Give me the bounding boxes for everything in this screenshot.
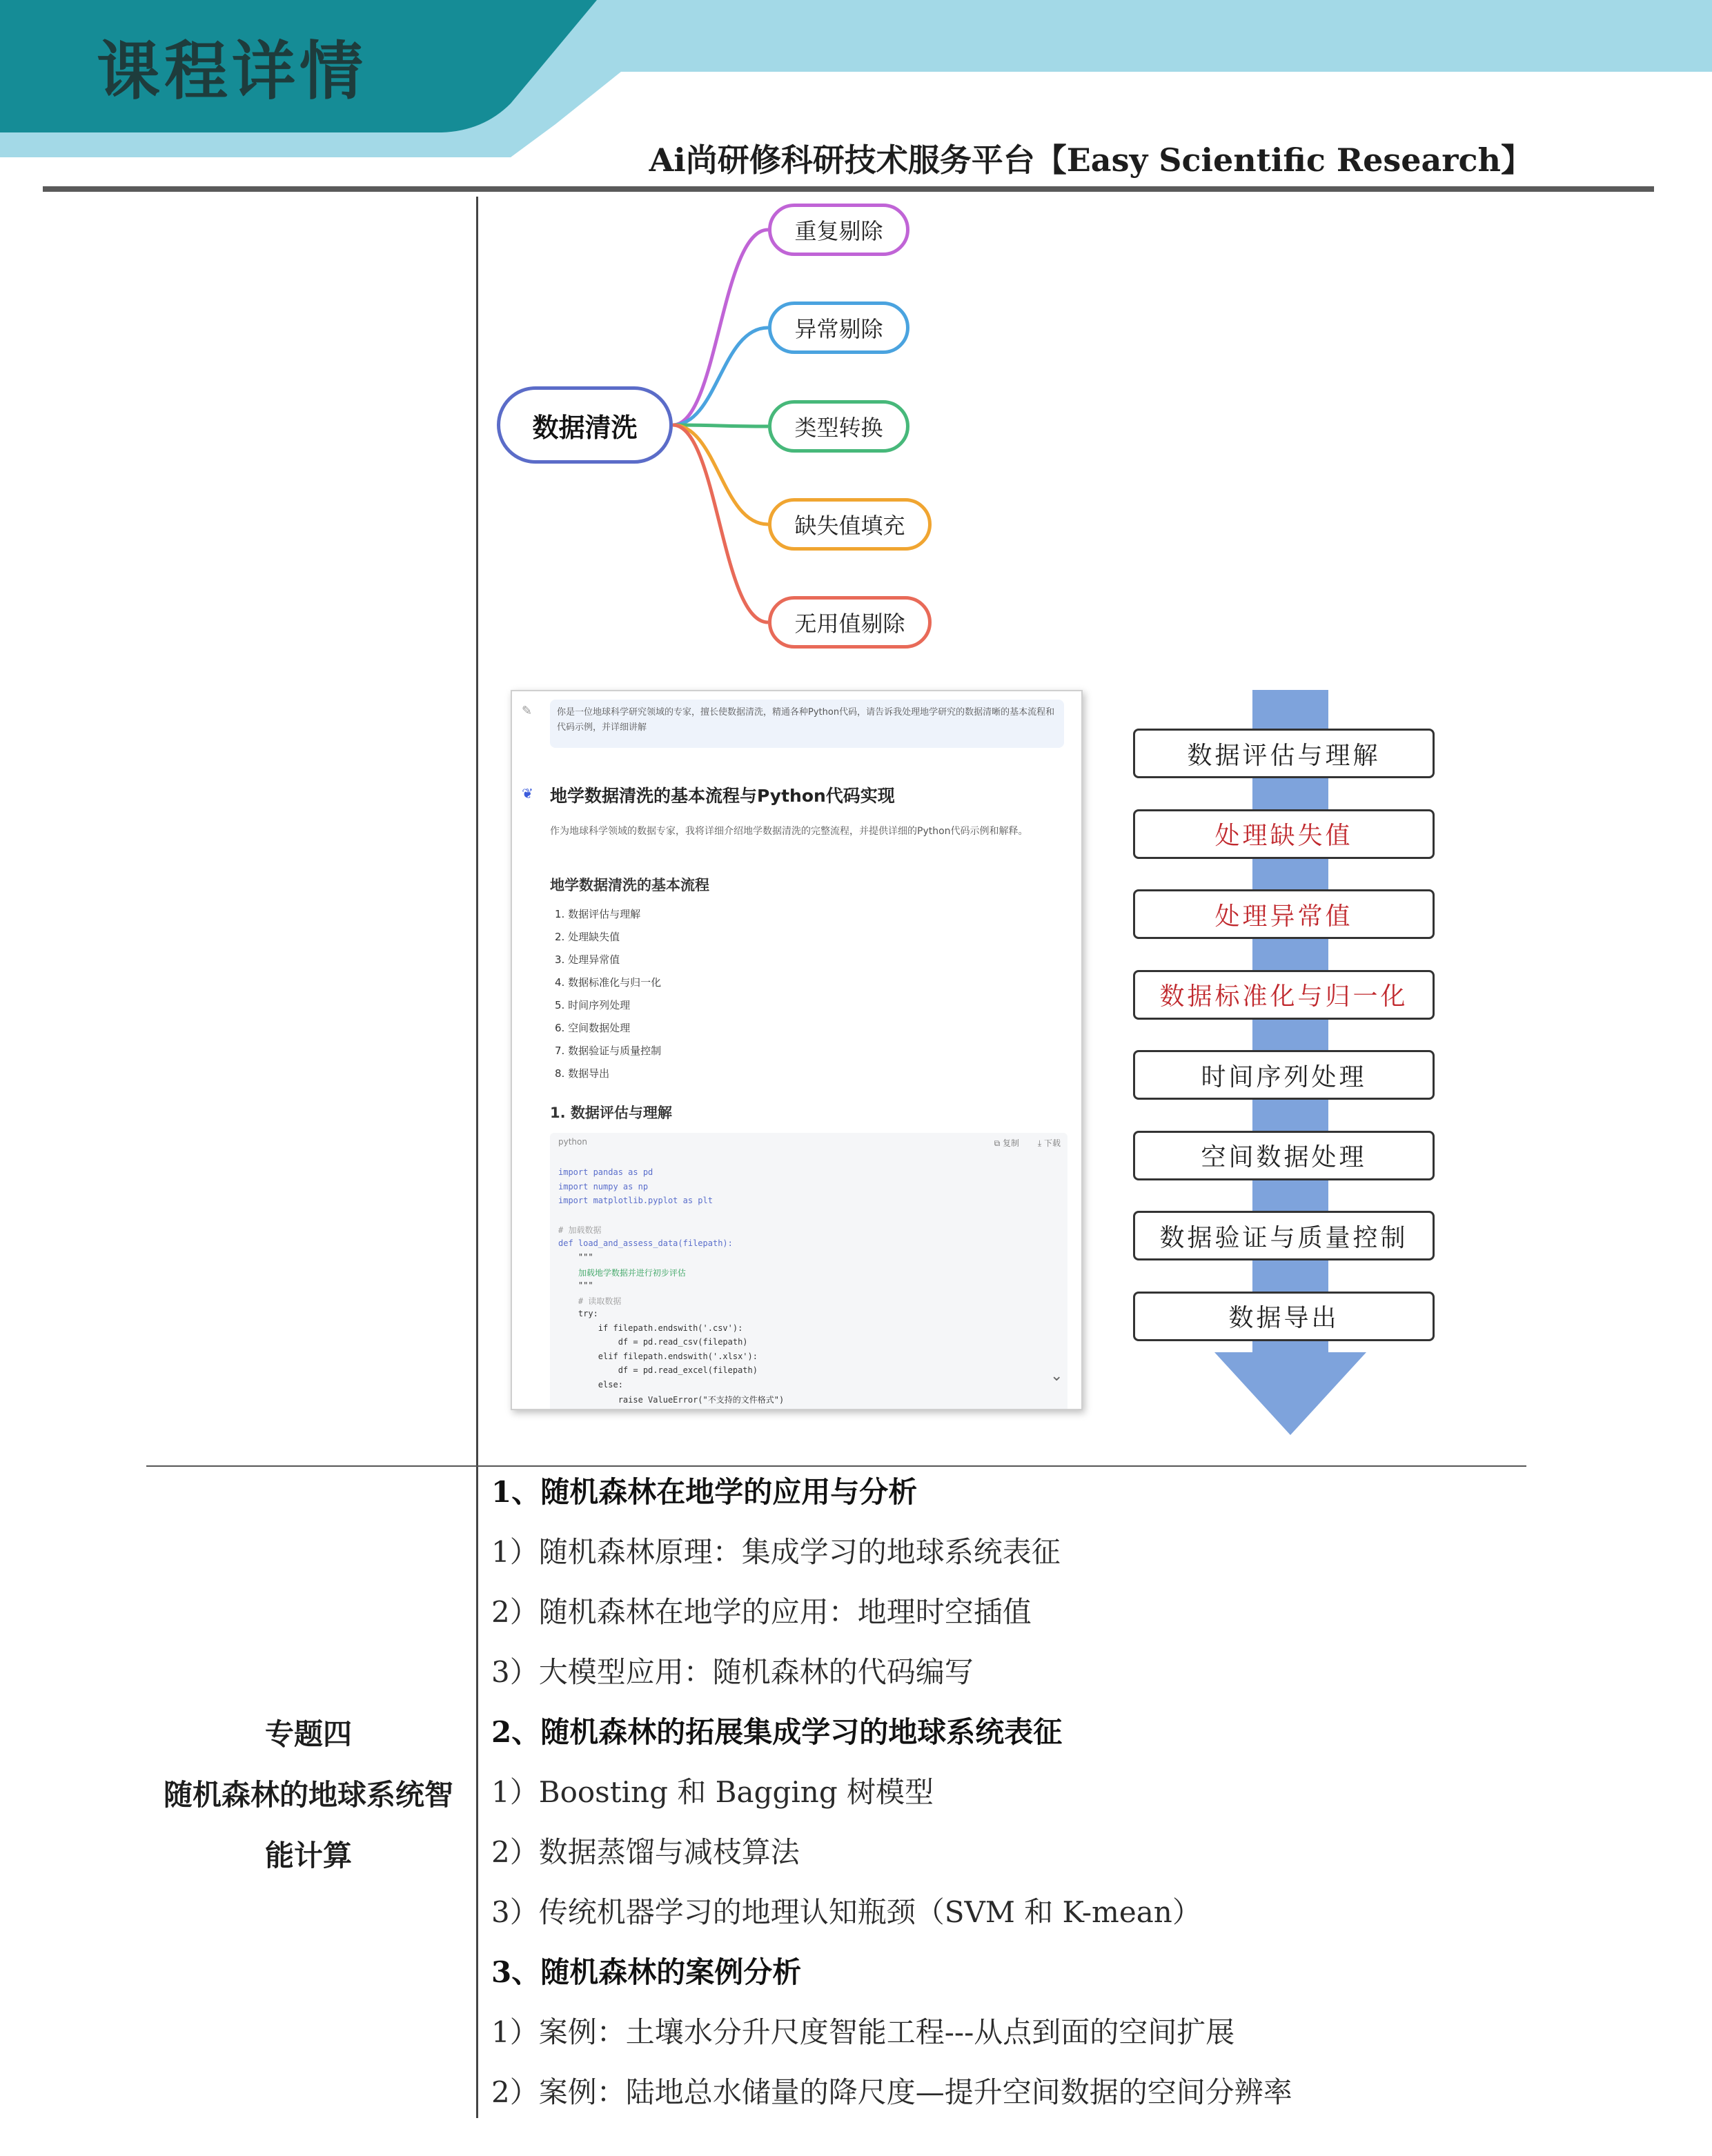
flow-step-box: 数据导出 — [1133, 1292, 1435, 1341]
outline-heading: 2、随机森林的拓展集成学习的地球系统表征 — [491, 1715, 1063, 1749]
mindmap-connector — [673, 230, 768, 425]
outline-item: 2）案例：陆地总水储量的降尺度—提升空间数据的空间分辨率 — [491, 2075, 1292, 2109]
code-line: raise ValueError("不支持的文件格式") — [558, 1395, 785, 1405]
assistant-logo-icon: ❦ — [522, 785, 533, 802]
platform-title: Ai尚研修科研技术服务平台【Easy Scientific Research】 — [649, 141, 1533, 179]
flow-step-box: 数据标准化与归一化 — [1133, 970, 1435, 1020]
outline-item: 1）Boosting 和 Bagging 树模型 — [491, 1775, 934, 1809]
code-line: 加载地学数据并进行初步评估 — [558, 1267, 686, 1278]
code-line: try: — [558, 1309, 598, 1318]
edit-icon: ✎ — [522, 704, 533, 718]
code-line: if filepath.endswith('.csv'): — [558, 1323, 743, 1333]
code-line: # 加载数据 — [558, 1225, 602, 1235]
code-line: """ — [558, 1252, 593, 1262]
outline-item: 3）大模型应用：随机森林的代码编写 — [491, 1655, 974, 1689]
row-divider — [146, 1465, 1526, 1467]
code-line: df = pd.read_csv(filepath) — [558, 1337, 748, 1347]
chat-step-item: 1. 数据评估与理解 — [555, 908, 641, 920]
mindmap-connector — [673, 425, 768, 524]
copy-button[interactable]: ⧉ 复制 — [994, 1138, 1019, 1148]
code-line: import pandas as pd — [558, 1167, 653, 1177]
code-line: import numpy as np — [558, 1181, 649, 1191]
outline-item: 2）数据蒸馏与减枝算法 — [491, 1835, 800, 1869]
flow-step-box: 处理缺失值 — [1133, 809, 1435, 859]
mindmap-branch: 重复剔除 — [768, 204, 909, 256]
outline-heading: 3、随机森林的案例分析 — [491, 1955, 802, 1989]
chat-step-item: 7. 数据验证与质量控制 — [555, 1045, 662, 1057]
chat-step-item: 4. 数据标准化与归一化 — [555, 976, 662, 989]
code-line: # 读取数据 — [558, 1296, 622, 1306]
chevron-down-icon[interactable]: ⌄ — [1050, 1367, 1063, 1385]
code-language-label: python — [558, 1137, 587, 1147]
mindmap-branch: 缺失值填充 — [768, 498, 932, 551]
mindmap-branch: 异常剔除 — [768, 301, 909, 354]
flow-step-box: 时间序列处理 — [1133, 1050, 1435, 1100]
chat-screenshot — [511, 690, 1083, 1410]
copy-label: 复制 — [1002, 1138, 1019, 1148]
topic-cell — [146, 1704, 471, 1886]
mindmap-connector — [673, 425, 768, 622]
outline-item: 1）随机森林原理：集成学习的地球系统表征 — [491, 1535, 1061, 1569]
code-line: def load_and_assess_data(filepath): — [558, 1238, 733, 1248]
mindmap-root: 数据清洗 — [497, 386, 673, 464]
download-label: 下载 — [1043, 1138, 1061, 1148]
flow-step-box: 处理异常值 — [1133, 889, 1435, 939]
chat-step-item: 2. 处理缺失值 — [555, 931, 620, 943]
chat-prompt: 你是一位地球科学研究领域的专家，擅长使数据清洗，精通各种Python代码，请告诉我处理地学研究的数据清晰的基本流程和代码示例，并详细讲解 — [550, 700, 1064, 748]
code-block — [550, 1133, 1067, 1410]
outline-heading: 1、随机森林在地学的应用与分析 — [491, 1475, 918, 1509]
chat-step-item: 6. 空间数据处理 — [555, 1022, 631, 1034]
flow-step-box: 空间数据处理 — [1133, 1131, 1435, 1180]
chat-intro: 作为地球科学领域的数据专家，我将详细介绍地学数据清洗的完整流程，并提供详细的Python代码示例和解释。 — [550, 826, 1028, 837]
mindmap-branch: 类型转换 — [768, 400, 909, 453]
mindmap-connector — [673, 425, 768, 426]
topic-line-3: 能计算 — [264, 1839, 352, 1872]
code-line: elif filepath.endswith('.xlsx'): — [558, 1351, 758, 1361]
flow-arrow-head — [1214, 1352, 1366, 1435]
code-line: import matplotlib.pyplot as plt — [558, 1196, 713, 1205]
chat-step-item: 5. 时间序列处理 — [555, 999, 631, 1011]
topic-line-2: 随机森林的地球系统智 — [163, 1778, 453, 1812]
outline-item: 1）案例：土壤水分升尺度智能工程---从点到面的空间扩展 — [491, 2015, 1235, 2049]
outline-item: 2）随机森林在地学的应用：地理时空插值 — [491, 1595, 1032, 1629]
flow-step-box: 数据验证与质量控制 — [1133, 1211, 1435, 1260]
chat-step-item: 3. 处理异常值 — [555, 953, 620, 966]
flow-step-box: 数据评估与理解 — [1133, 729, 1435, 778]
outline-item: 3）传统机器学习的地理认知瓶颈（SVM 和 K-mean） — [491, 1895, 1201, 1929]
mindmap-connector — [673, 328, 768, 425]
chat-heading: 地学数据清洗的基本流程与Python代码实现 — [550, 786, 895, 806]
mindmap-branch: 无用值剔除 — [768, 596, 932, 649]
chat-section-title: 1. 数据评估与理解 — [550, 1105, 672, 1121]
page-title: 课程详情 — [97, 34, 368, 108]
download-button[interactable]: ⤓ 下载 — [1037, 1138, 1061, 1148]
code-line: df = pd.read_excel(filepath) — [558, 1365, 758, 1375]
chat-step-item: 8. 数据导出 — [555, 1067, 610, 1080]
code-line: else: — [558, 1379, 623, 1389]
topic-line-1: 专题四 — [264, 1717, 352, 1751]
code-line: """ — [558, 1280, 593, 1290]
chat-subheading: 地学数据清洗的基本流程 — [550, 877, 709, 893]
